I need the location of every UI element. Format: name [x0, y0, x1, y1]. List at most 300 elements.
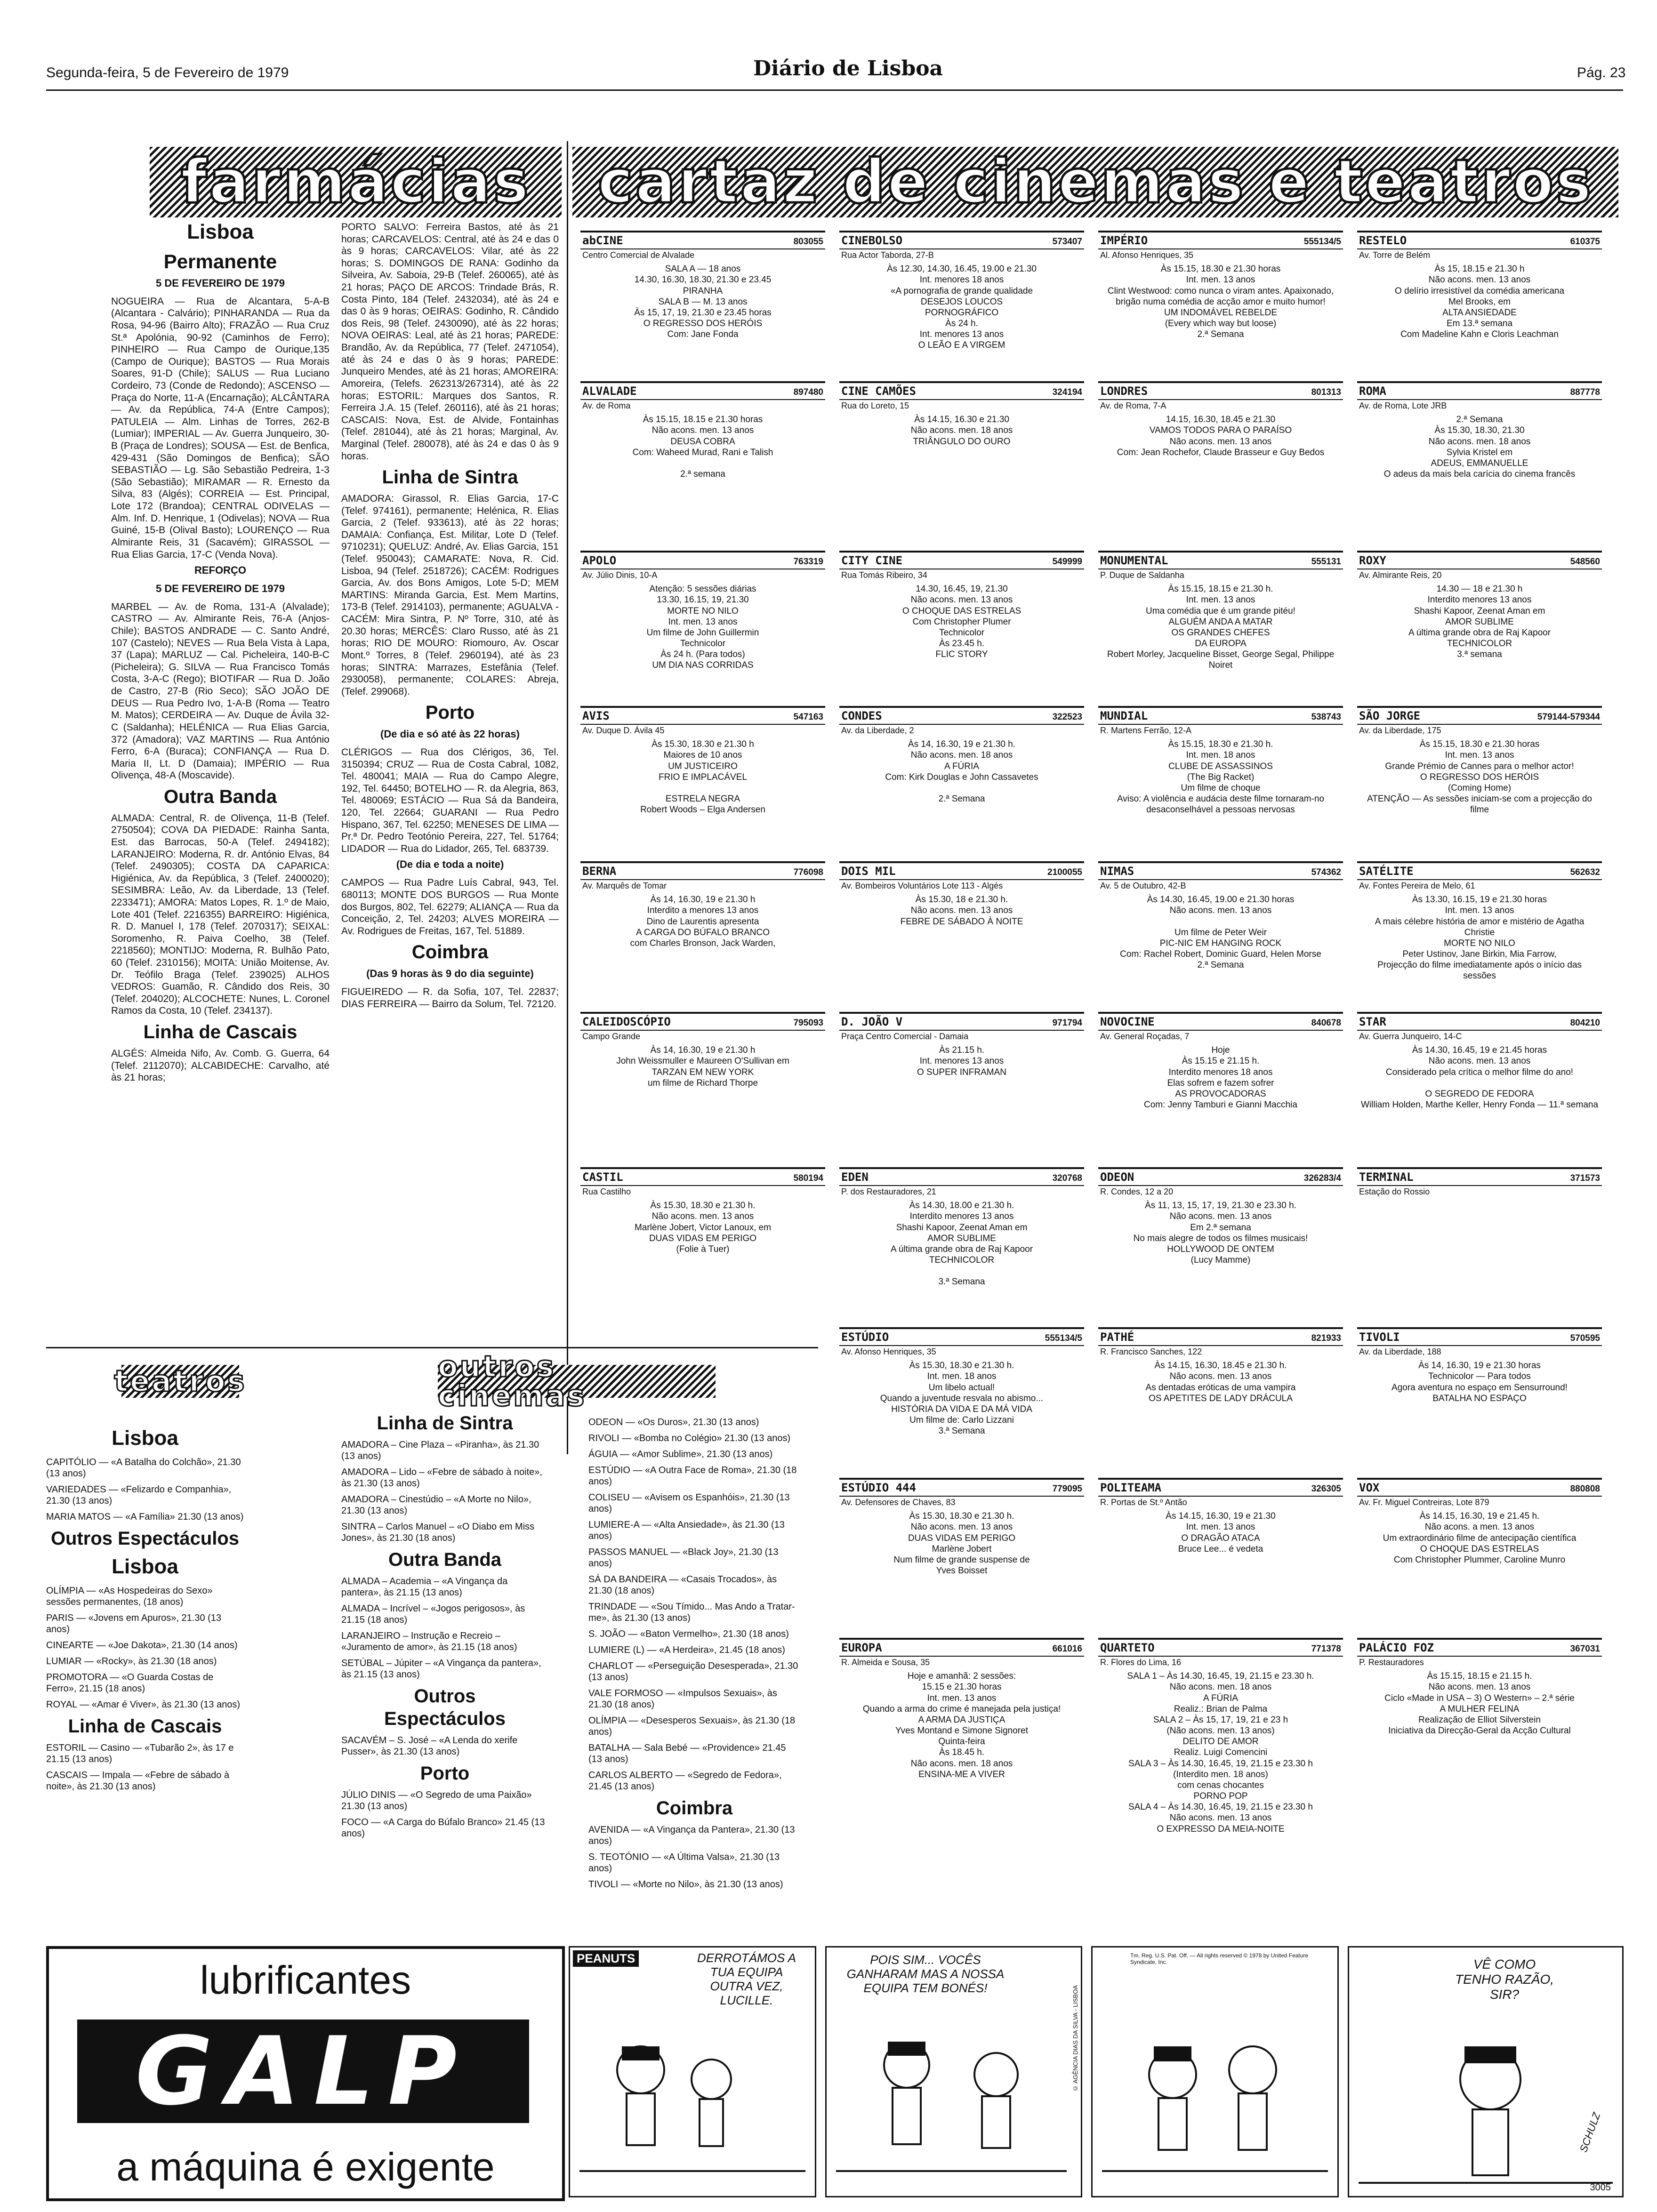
teatros-lisboa: Lisboa — [112, 1427, 178, 1450]
cinema-header — [580, 863, 825, 880]
cinema-listing — [839, 1478, 1084, 1635]
cinema-listing — [1357, 1012, 1602, 1164]
cinema-listing — [1098, 706, 1343, 858]
cinema-program: Às 15.30, 18.30 e 21.30 h Maiores de 10 anos UM JUSTICEIRO FRIO E IMPLACÁVEL ESTRELA NEGRA Robert Woods – Elga Andersen — [640, 739, 765, 815]
cinema-address: Av. da Liberdade, 175 — [1359, 726, 1441, 736]
espectaculo-item: CINEARTE — «Joe Dakota», 21.30 (14 anos) — [46, 1640, 238, 1651]
cinema-address: Av. Bombeiros Voluntários Lote 113 - Algés — [841, 881, 1003, 891]
cinema-address: Av. Marquês de Tomar — [582, 881, 667, 891]
cinema-item: VALE FORMOSO — «Impulsos Sexuais», às 21.30 (18 anos) — [588, 1688, 777, 1710]
cinema-phone: 322523 — [1052, 712, 1082, 722]
banner-teatros — [114, 1364, 247, 1398]
banner-cartaz-text: cartaz de cinemas e teatros — [597, 147, 1593, 217]
cinema-header — [839, 383, 1084, 400]
porto-sub-2: (De dia e toda a noite) — [396, 858, 504, 871]
cinema-listing — [1098, 231, 1343, 378]
espectaculo-item: PARIS — «Jovens em Apuros», 21.30 (13 anos) — [46, 1612, 222, 1635]
cinema-header — [839, 232, 1084, 249]
sintra-list: AMADORA: Girassol, R. Elias Garcia, 17-C (Telef. 974161), permanente; Helénica, R. Elias Garcia, 2 (Telef. 933613), até às 22 horas; DAMAIA: Confiança, Est. Militar, Lote D (Telef. 9710231); QUELUZ: André, Av. Elias Garcia, 151 (Telef. 950043); CAMARATE: Nova, R. Cid. Lisboa, 94 (Telef. 2518726); CACÉM: Rodrigues Garcia, Av. dos Bons Amigos, Lote 5-D; MEM MARTINS: Miranda Garcia, Est. Mem Martins, 173-B (Telef. 2914103), permanente; AGUALVA - CACÉM: Mira Sintra, P. Nº Torre, 310, até às 20.30 horas; MERCÊS: Claro Russo, até às 21 horas; RIO DE MOURO: Riomouro, Av. Oscar Mont.º Torres, 8 (Telef. 2960194), até às 23 horas; SINTRA: Marrazes, Estefânia (Telef. 2930058), permanente; COLARES: Abreja, (Telef. 299068). — [341, 493, 559, 697]
oc-outra-banda: Outra Banda — [388, 1549, 502, 1570]
banner-farmacias-text: farmácias — [180, 147, 531, 217]
cinema-listing — [580, 1012, 825, 1164]
cinema-name: NIMAS — [1100, 865, 1134, 878]
cinema-program: Às 21.15 h. Int. menores 13 anos O SUPER INFRAMAN — [917, 1045, 1007, 1077]
cinema-listing — [1098, 1638, 1343, 1834]
cinema-header — [839, 863, 1084, 880]
cinema-item: RIVOLI — «Bomba no Colégio» 21.30 (13 anos) — [588, 1433, 791, 1443]
column-divider — [567, 141, 568, 1454]
cinema-item: CHARLOT — «Perseguição Desesperada», 21.30 (13 anos) — [588, 1661, 798, 1683]
cinema-program: Às 14, 16.30, 19 e 21.30 horas Technicolor — Para todos Agora aventura no espaço em Sensurround! BATALHA NO ESPAÇO — [1392, 1361, 1568, 1403]
cinema-program: Às 15, 18.15 e 21.30 h Não acons. men. 13 anos O delírio irresistível da comédia americana Mel Brooks, em ALTA ANSIEDADE Em 13.ª semana Com Madeline Kahn e Cloris Leachman — [1394, 264, 1565, 340]
cinema-listing — [580, 231, 825, 378]
cinema-listing — [580, 1167, 825, 1324]
espectaculo-item: PROMOTORA — «O Guarda Costas de Ferro», 21.15 (18 anos) — [46, 1672, 214, 1694]
cinema-program: Às 15.15, 18.15 e 21.30 h. Int. men. 13 anos Uma comédia que é um grande pitéu! ALGUÉM ANDA A MATAR OS GRANDES CHEFES DA EUROPA Robert Morley, Jacqueline Bisset, George Segal, Philippe Noiret — [1107, 584, 1335, 671]
cinema-item: PASSOS MANUEL — «Black Joy», 21.30 (13 anos) — [588, 1547, 779, 1569]
oc-outra-banda-list — [341, 1576, 548, 1680]
cinema-program: Às 15.30, 18.30 e 21.30 h. Não acons. men. 13 anos DUAS VIDAS EM PERIGO Marlène Jobert Num filme de grande suspense de Yves Boisset — [893, 1511, 1030, 1576]
comic-panel-3 — [1091, 1946, 1339, 2197]
reforco-date: 5 DE FEVEREIRO DE 1979 — [156, 582, 285, 594]
espectaculo-item: CASCAIS — Impala — «Febre de sábado à noite», às 21.30 (13 anos) — [46, 1770, 230, 1792]
cinema-item: AMADORA – Cinestúdio – «A Morte no Nilo», 21.30 (13 anos) — [341, 1494, 531, 1516]
teatros-list — [46, 1457, 244, 1523]
coimbra-title: Coimbra — [411, 942, 489, 963]
cinema-program: Às 14.15, 16.30, 19 e 21.30 Int. men. 13 anos O DRAGÃO ATACA Bruce Lee... é vedeta — [1166, 1511, 1276, 1554]
cinema-header — [1357, 1014, 1602, 1031]
oc-sintra-list — [341, 1439, 548, 1544]
cinema-address: Av. General Roçadas, 7 — [1100, 1032, 1190, 1042]
cinema-name: MONUMENTAL — [1100, 554, 1168, 567]
oc-espectaculos: Espectáculos — [384, 1708, 506, 1729]
cinema-header — [1098, 1169, 1343, 1186]
teatro-item: CAPITÓLIO — «A Batalha do Colchão», 21.30 (13 anos) — [46, 1457, 241, 1479]
cinema-program: SALA 1 – Às 14.30, 16.45, 19, 21.15 e 23.30 h. Não acons. men. 18 anos A FÚRIA Realiz.: Brian de Palma SALA 2 – Às 15, 17, 19, 21 e 23 h (Não acons. men. 13 anos) DELITO DE AMOR Realiz. Luigi Comencini SALA 3 – Às 14.30, 16.45, 19, 21.15 e 23.30 h (Interdito men. 18 anos) com cenas chocantes PORNO POP SALA 4 – Às 14.30, 16.45, 19, 21.15 e 23.30 h Não acons. men. 13 anos O EXPRESSO DA MEIA-NOITE — [1127, 1671, 1314, 1834]
cinema-item: ÁGUIA — «Amor Sublime», 21.30 (13 anos) — [588, 1449, 773, 1459]
cinema-header — [580, 1014, 825, 1031]
comic-art-1 — [570, 1948, 815, 2196]
masthead: Diário de Lisboa — [753, 56, 943, 80]
cinema-address: Rua Tomás Ribeiro, 34 — [841, 570, 927, 580]
cinema-listing — [580, 861, 825, 1009]
galp-logo — [77, 2016, 529, 2126]
cinema-item: ESTÚDIO — «A Outra Face de Roma», 21.30 (18 anos) — [588, 1465, 797, 1487]
farmacias-city: Lisboa — [187, 220, 254, 243]
cinema-item: ODEON — «Os Duros», 21.30 (13 anos) — [588, 1417, 759, 1427]
cinema-header — [580, 1169, 825, 1186]
cinema-header — [1357, 1329, 1602, 1346]
cinema-name: ROMA — [1359, 385, 1386, 398]
cinema-listing — [580, 551, 825, 703]
espectaculo-item: ROYAL — «Amar é Viver», às 21.30 (13 anos) — [46, 1699, 241, 1710]
banner-teatros-text: teatros — [114, 1364, 247, 1398]
cinema-name: MUNDIAL — [1100, 709, 1148, 722]
cinema-phone: 326305 — [1311, 1484, 1341, 1494]
cinema-address: Campo Grande — [582, 1032, 641, 1042]
cinema-phone: 661016 — [1052, 1644, 1082, 1654]
cinema-program: Às 15.15, 18.15 e 21.30 horas Não acons. men. 13 anos DEUSA COBRA Com: Waheed Murad, Rani e Talish 2.ª semana — [632, 415, 773, 480]
galp-ad-top: lubrificantes — [200, 1958, 411, 2002]
cinema-phone: 548560 — [1570, 557, 1600, 567]
cinema-name: CONDES — [841, 709, 882, 722]
cinema-address: Rua Actor Taborda, 27-B — [841, 250, 934, 260]
porto-sub: (De dia e só até às 22 horas) — [380, 728, 520, 740]
cinema-phone: 804210 — [1570, 1018, 1600, 1028]
copyright: Tm. Reg. U.S. Pat. Off. — All rights reserved © 1978 by United Feature Syndicate, Inc. — [1130, 1952, 1309, 1965]
cinema-header — [1098, 1329, 1343, 1346]
cinema-item: COLISEU — «Avisem os Espanhóis», 21.30 (13 anos) — [588, 1492, 790, 1514]
cinema-name: LONDRES — [1100, 385, 1148, 398]
cinema-address: Av. Defensores de Chaves, 83 — [841, 1498, 956, 1507]
speech-2: POIS SIM... VOCÊS GANHARAM MAS A NOSSA EQUIPA TEM BONÉS! — [846, 1953, 1005, 1995]
cinema-header — [580, 383, 825, 400]
outros-cinemas-col-2 — [588, 1417, 800, 1895]
cinema-program: Às 11, 13, 15, 17, 19, 21.30 e 23.30 h. Não acons. men. 13 anos Em 2.ª semana No mais alegre de todos os filmes musicais! HOLLYWOOD DE ONTEM (Lucy Mamme) — [1133, 1201, 1308, 1266]
cinema-phone: 763319 — [793, 557, 823, 567]
cinema-name: VOX — [1359, 1481, 1380, 1494]
cascais-espectaculos-list — [46, 1742, 244, 1792]
reforco-title: REFORÇO — [194, 564, 246, 577]
cinema-name: ROXY — [1359, 554, 1386, 567]
speech-1: DERROTÁMOS A TUA EQUIPA OUTRA VEZ, LUCILLE. — [697, 1951, 796, 2007]
cinema-header — [839, 1329, 1084, 1346]
cinema-name: ALVALADE — [582, 385, 637, 398]
farmacias-permanente: Permanente — [163, 250, 277, 272]
cinema-address: Av. 5 de Outubro, 42-B — [1100, 881, 1186, 891]
cinema-item: ALMADA – Academia – «A Vingança da pantera», às 21.15 (13 anos) — [341, 1576, 508, 1598]
galp-ad — [46, 1946, 565, 2201]
cinema-phone: 880808 — [1570, 1484, 1600, 1494]
cinema-address: R. Almeida e Sousa, 35 — [841, 1658, 930, 1667]
cinema-address: Av. Afonso Henriques, 35 — [841, 1347, 936, 1357]
lower-rule — [46, 1347, 818, 1348]
cinema-name: RESTELO — [1359, 234, 1407, 247]
farmacias-cont: PORTO SALVO: Ferreira Bastos, até às 21 horas; CARCAVELOS: Central, até às 24 e das 0 às 9 horas; CARCAVELOS: Vilar, até às 22 horas; S. DOMINGOS DE RANA: Godinho da Silveira, Av. Saboia, 29-B (Telef. 260065), até às 21 horas; PAÇO DE ARCOS: Trindade Brás, R. Costa Pinto, 184 (Telef. 2432034), até às 24 e das 0 às 9 horas; OEIRAS: Godinho, R. Cândido dos Reis, 98 (Telef. 2430090), até às 22 horas; NOVA OEIRAS: Leal, até às 21 horas; PAREDE: Brandão, Av. da República, 77 (Telef. 2471054), até às 24 e das 0 às 9 horas; PAREDE: Junqueiro Mendes, até às 21 horas; AMOREIRA: Amoreira, (Telefs. 262313/267314), até às 22 horas; ESTORIL: Marques dos Santos, R. Ferreira J.A. 15 (Telef. 260116), até às 21 horas; CASCAIS: Nova, Est. de Alvide, Fontainhas (Telef. 281044), até às 21 horas; Marginal, Av. Marginal (Telef. 280078), até às 24 e das 0 às 9 horas. — [341, 222, 559, 462]
outros-cinemas-col-1 — [341, 1407, 548, 1844]
cinema-listing — [1098, 1167, 1343, 1324]
cinema-listing — [839, 706, 1084, 858]
cinema-header — [839, 1640, 1084, 1657]
comic-title: PEANUTS — [573, 1950, 639, 1967]
cinema-name: AVIS — [582, 709, 610, 722]
comic-art-2 — [827, 1948, 1081, 2196]
cinema-program: Às 15.30, 18 e 21.30 h. Não acons. men. 13 anos FEBRE DE SÁBADO À NOITE — [900, 895, 1023, 927]
cinema-address: P. Duque de Saldanha — [1100, 570, 1184, 580]
porto-title: Porto — [425, 702, 475, 723]
cinema-program: 2.ª Semana Às 15.30, 18.30, 21.30 Não acons. men. 18 anos Sylvia Kristel em ADEUS, EMMANUELLE O adeus da mais bela carícia do cinema francês — [1384, 415, 1576, 480]
farmacias-col-2 — [341, 221, 559, 1014]
reforco-list: MARBEL — Av. de Roma, 131-A (Alvalade); CASTRO — Av. Almirante Reis, 76-A (Anjos-Chile); BASTOS ANDRADE — C. Santo André, 107 (Castelo); NEVES — Rua Bela Vista à Lapa, 37 (Lapa); MARLUZ — Cal. Picheleira, 140-B-C (Picheleira); G. SILVA — Rua Francisco Tomás Costa, 3-A-C (Rego); BIOTIFAR — Rua D. João de Castro, 27-B (Rio Seco); SÃO JOÃO DE DEUS — Rua Pedro Ivo, 1-A-B (Roma — Teatro M. Matos); CERDEIRA — Av. Duque de Ávila 32-C (Saldanha); HELÉNICA — Rua Elias Garcia, 372 (Amadora); VAZ MARTINS — Rua António Ferro, 6-A (Buraca); CONFIANÇA — Rua D. Maria II, Lt. D (Damaia); IMPÉRIO — Rua Olivença, 48-A (Moscavide). — [111, 601, 330, 781]
cinema-phone: 371573 — [1570, 1173, 1600, 1183]
cinema-item: SACAVÉM – S. José – «A Lenda do xerife Pusser», às 21.30 (13 anos) — [341, 1735, 518, 1757]
cinema-address: R. Flores do Lima, 16 — [1100, 1658, 1182, 1667]
cinema-phone: 555134/5 — [1303, 237, 1341, 247]
cinema-name: CINE CAMÕES — [841, 385, 916, 398]
cinema-name: CINEBOLSO — [841, 234, 903, 247]
cinema-phone: 555134/5 — [1045, 1333, 1082, 1343]
cinema-name: APOLO — [582, 554, 617, 567]
cinema-header — [1357, 863, 1602, 880]
cinema-program: Às 15.15, 18.30 e 21.30 horas Int. men. 13 anos Grande Prémio de Cannes para o melhor actor! O REGRESSO DOS HERÓIS (Coming Home) ATENÇÃO — As sessões iniciam-se com a projecção do filme — [1367, 739, 1592, 815]
cinema-item: LUMIERE-A — «Alta Ansiedade», às 21.30 (13 anos) — [588, 1520, 785, 1541]
cinema-listing — [839, 861, 1084, 1009]
cinema-program: Às 14.15, 16.30, 19 e 21.45 h. Não acons. a men. 13 anos Um extraordinário filme de antecipação científica O CHOQUE DAS ESTRELAS Com Christopher Plummer, Caroline Munro — [1383, 1511, 1577, 1565]
cinema-phone: 2100055 — [1047, 867, 1082, 877]
oc-porto-cinemas-list — [588, 1417, 800, 1792]
cinema-phone: 803055 — [793, 237, 823, 247]
espectaculos-list — [46, 1585, 244, 1710]
cinema-name: CASTIL — [582, 1170, 623, 1184]
cinema-program: Às 13.30, 16.15, 19 e 21.30 horas Int. men. 13 anos A mais célebre história de amor e mistério de Agatha Christie MORTE NO NILO Peter Ustinov, Jane Birkin, Mia Farrow, Projecção do filme imediatamente após o início das sessões — [1375, 895, 1585, 981]
cinema-program: Às 14.15, 16.30 e 21.30 Não acons. men. 18 anos TRIÂNGULO DO OURO — [910, 415, 1013, 447]
cinema-listing — [839, 551, 1084, 703]
cinema-listing — [1357, 231, 1602, 378]
comic-art-3 — [1093, 1948, 1337, 2196]
cinema-program: Às 14, 16.30, 19 e 21.30 h John Weissmuller e Maureen O'Sullivan em TARZAN EM NEW YORK um filme de Richard Thorpe — [616, 1045, 789, 1088]
farmacias-col-1 — [111, 216, 330, 1088]
cinema-address: Av. Guerra Junqueiro, 14-C — [1359, 1032, 1462, 1042]
cinema-address: Av. de Roma, 7-A — [1100, 401, 1166, 411]
cinema-item: SINTRA – Carlos Manuel – «O Diabo em Miss Jones», às 21.30 (18 anos) — [341, 1522, 535, 1543]
cinema-phone: 555131 — [1311, 557, 1341, 567]
cinema-item: FOCO — «A Carga do Búfalo Branco» 21.45 (13 anos) — [341, 1817, 545, 1839]
cinema-header — [839, 708, 1084, 725]
cinema-header — [1098, 1640, 1343, 1657]
cinema-phone: 821933 — [1311, 1333, 1341, 1343]
cinema-listing — [1098, 381, 1343, 548]
cinema-phone: 779095 — [1052, 1484, 1082, 1494]
cinema-item: TIVOLI — «Morte no Nilo», às 21.30 (13 anos) — [588, 1879, 783, 1890]
cinema-program: Às 15.30, 18.30 e 21.30 h. Não acons. men. 13 anos Marlène Jobert, Victor Lanoux, em DUAS VIDAS EM PERIGO (Folie à Tuer) — [634, 1201, 772, 1254]
cinema-header — [1098, 1014, 1343, 1031]
cinema-header — [839, 1480, 1084, 1497]
cinema-program: Hoje Às 15.15 e 21.15 h. Interdito menores 18 anos Elas sofrem e fazem sofrer AS PROVOCADORAS Com: Jenny Tamburi e Gianni Macchia — [1144, 1045, 1297, 1110]
coimbra-list: FIGUEIREDO — R. da Sofia, 107, Tel. 22837; DIAS FERREIRA — Bairro da Solum, Tel. 72120. — [341, 986, 559, 1010]
cinema-address: Av. Fr. Miguel Contreiras, Lote 879 — [1359, 1498, 1489, 1507]
cinema-item: OLÍMPIA — «Desesperos Sexuais», às 21.30 (18 anos) — [588, 1715, 796, 1737]
page-number: Pág. 23 — [1577, 65, 1626, 80]
cinema-listing — [1098, 551, 1343, 703]
cinema-address: Av. da Liberdade, 2 — [841, 726, 914, 736]
cinema-header — [1357, 232, 1602, 249]
cinema-phone: 538743 — [1311, 712, 1341, 722]
cinema-name: SÃO JORGE — [1359, 709, 1421, 722]
farmacias-list: NOGUEIRA — Rua de Alcantara, 5-A-B (Alcantara - Calvário); PINHARANDA — Rua da Rosa, 94-96 (Bairro Alto); FRAZÃO — Rua Cruz St.ª Apolónia, 90-92 (Caminhos de Ferro); PINHEIRO — Rua Campo de Ourique,135 (Campo de Ourique); BASTOS — Rua Morais Soares, 91-D (Chile); SALUS — Rua Luciano Cordeiro, 73 (Conde de Redondo); ASCENSO — Praça do Norte, 11-A (Encarnação); ALCÂNTARA — Av. da República, 74-A (Entre Campos); PATULEIA — Alm. Linhas de Torres, 262-B (Lumiar); IMPERIAL — Av. Guerra Junqueiro, 30-B (Praça de Londres); SOUSA — Est. de Benfica, 429-431 (São Domingos de Benfica); SÃO SEBASTIÃO — Lg. São Sebastião Pedreira, 1-3 (São Sebastião); MIRAMAR — R. Ernesto da Silva, 83 (Algés); CORREIA — Est. Principal, Lote 172 (Brandoa); CENTRAL ODIVELAS — Alm. Inf. D. Henrique, 1 (Odivelas); NOVA — Rua Guiné, 15-B (Olival Basto); LOURENÇO — Rua Almirante Reis, 31 (Sacavém); GIRASSOL — Rua Elias Garcia, 17-C (Venda Nova). — [111, 296, 330, 560]
cinema-address: Centro Comercial de Alvalade — [582, 250, 695, 260]
banner-outros-cinemas-text: outros cinemas — [438, 1349, 587, 1413]
cinema-listing — [1098, 861, 1343, 1009]
cinema-name: ESTÚDIO — [841, 1330, 889, 1344]
cinema-header — [1098, 1480, 1343, 1497]
cinema-phone: 887778 — [1570, 387, 1600, 397]
cinema-address: Av. Fontes Pereira de Melo, 61 — [1359, 881, 1475, 891]
cinema-program: Hoje e amanhã: 2 sessões: 15.15 e 21.30 horas Int. men. 13 anos Quando a arma do crime é manejada pela justiça! A ARMA DA JUSTIÇA Yves Montand e Simone Signoret Quinta-feira Às 18.45 h. Não acons. men. 18 anos ENSINA-ME A VIVER — [862, 1671, 1061, 1779]
cinema-listing — [580, 706, 825, 858]
cinema-phone: 776098 — [793, 867, 823, 877]
cinema-address: Al. Afonso Henriques, 35 — [1100, 250, 1194, 260]
cinema-address: R. Portas de St.º Antão — [1100, 1498, 1187, 1507]
cinema-address: Av. Júlio Dinis, 10-A — [582, 570, 658, 580]
cinema-header — [1357, 1169, 1602, 1186]
cinema-item: S. JOÃO — «Baton Vermelho», 21.30 (18 anos) — [588, 1629, 789, 1639]
cinema-phone: 580194 — [793, 1173, 823, 1183]
cinema-name: BERNA — [582, 865, 617, 878]
speech-3: VÊ COMO TENHO RAZÃO, SIR? — [1455, 1957, 1554, 2002]
cinema-name: POLITEAMA — [1100, 1481, 1162, 1494]
cinema-listing — [839, 1167, 1084, 1324]
teatros-lisboa-2: Lisboa — [112, 1555, 178, 1578]
espectaculo-item: ESTORIL — Casino — «Tubarão 2», às 17 e 21.15 (13 anos) — [46, 1742, 234, 1764]
cinema-name: QUARTETO — [1100, 1641, 1155, 1654]
cinema-item: SETÚBAL – Júpiter – «A Vingança da pantera», às 21.15 (13 anos) — [341, 1658, 541, 1680]
porto-list: CLÉRIGOS — Rua dos Clérigos, 36, Tel. 3150394; CRUZ — Rua de Costa Cabral, 1082, Tel. 480041; MAIA — Rua do Campo Alegre, 192, Tel. 64450; BOTELHO — R. da Alegria, 863, Tel. 480069; ESTÁCIO — Rua Sá da Bandeira, 120, Tel. 22664; GUARANI — Rua Pedro Hispano, 367, Tel. 62250; MENESES DE LIMA — Pr.ª Dr. Pedro Teotónio Pereira, 227, Tel. 51764; LIDADOR — Rua do Lidador, 265, Tel. 683739. — [341, 746, 559, 854]
cinema-program: Às 15.30, 18.30 e 21.30 h. Int. men. 18 anos Um libelo actual! Quando a juventude resvala no abismo... HISTÓRIA DA VIDA E DA MÁ VIDA Um filme de: Carlo Lizzani 3.ª Semana — [880, 1361, 1044, 1436]
oc-outros: Outros — [414, 1686, 476, 1707]
cinema-address: R. Martens Ferrão, 12-A — [1100, 726, 1192, 736]
cinema-item: SÁ DA BANDEIRA — «Casais Trocados», às 21.30 (18 anos) — [588, 1574, 777, 1596]
comic-panel-4 — [1348, 1946, 1624, 2197]
cinema-phone: 549999 — [1052, 557, 1082, 567]
cinema-address: Rua Castilho — [582, 1187, 631, 1197]
cinema-item: LUMIERE (L) — «A Herdeira», 21.45 (18 anos) — [588, 1645, 785, 1655]
cinema-phone: 610375 — [1570, 237, 1600, 247]
cinema-program: Às 15.15, 18.30 e 21.30 horas Int. men. 13 anos Clint Westwood: como nunca o viram antes. Apaixonado, brigão numa comédia de acção amor e muito humor! UM INDOMÁVEL REBELDE (Every which way but loose) 2.ª Semana — [1107, 264, 1334, 340]
galp-logo-text: GALP — [135, 2016, 471, 2126]
coimbra-sub: (Das 9 horas às 9 do dia seguinte) — [366, 968, 534, 980]
oc-porto: Porto — [420, 1763, 470, 1784]
comic-panel-2 — [825, 1946, 1082, 2197]
cinema-address: Rua do Loreto, 15 — [841, 401, 909, 411]
outra-banda-title: Outra Banda — [163, 786, 277, 807]
header-rule — [46, 89, 1623, 91]
espectaculo-item: OLÍMPIA — «As Hospedeiras do Sexo» sessões permanentes, (18 anos) — [46, 1585, 213, 1607]
cinema-listing — [1357, 1638, 1602, 1790]
cinema-header — [1357, 708, 1602, 725]
cinema-item: CARLOS ALBERTO — «Segredo de Fedora», 21.45 (13 anos) — [588, 1770, 782, 1792]
galp-ad-bottom: a máquina é exigente — [116, 2145, 495, 2189]
espectaculo-item: LUMIAR — «Rocky», às 21.30 (18 anos) — [46, 1656, 217, 1667]
cinema-item: AMADORA – Cine Plaza – «Piranha», às 21.30 (13 anos) — [341, 1440, 539, 1461]
cinema-name: TIVOLI — [1359, 1330, 1400, 1344]
cinema-name: PATHÉ — [1100, 1330, 1134, 1344]
cinema-address: Av. Almirante Reis, 20 — [1359, 570, 1442, 580]
cinema-name: IMPÉRIO — [1100, 234, 1148, 247]
cinema-listing — [1357, 1478, 1602, 1635]
cinema-phone: 573407 — [1052, 237, 1082, 247]
oc-sintra: Linha de Sintra — [377, 1413, 513, 1434]
outra-banda-list: ALMADA: Central, R. de Olivença, 11-B (Telef. 2750504); COVA DA PIEDADE: Rainha Santa, Est. das Barrocas, 50-A (Telef. 2494182); LARANJEIRO: Moderna, R. dr. António Elvas, 84 (Telef. 2490305); COSTA DA CAPARICA: Higiénica, Av. da República, 3 (Telef. 2400020); SESIMBRA: Leão, Av. da Liberdade, 13 (Telef. 2233471); AMORA: Matos Lopes, R. 1.º de Maio, Lote 401 (Telef. 2216355) BARREIRO: Higiénica, R. D. Manuel I, 178 (Telef. 2070317); SEIXAL: Soromenho, R. Paiva Coelho, 38 (Telef. 2218560); MONTIJO: Moderna, R. Bulhão Pato, 60 (Telef. 2310156); MOITA: União Moitense, Av. Dr. Teófilo Braga (Telef. 239025) ALHOS VEDROS: Guamão, R. Cândido dos Reis, 30 (Telef. 204020); ALCOCHETE: Nunes, L. Coronel Ramos da Costa, 10 (Telef. 234137). — [111, 812, 330, 1017]
cinema-program: 14.30, 16.45, 19, 21.30 Não acons. men. 13 anos O CHOQUE DAS ESTRELAS Com Christopher Plumer Technicolor Às 23.45 h. FLIC STORY — [902, 584, 1022, 660]
cinema-program: Às 14, 16.30, 19 e 21.30 h Interdito a menores 13 anos Dino de Laurentis apresenta A CARGA DO BÚFALO BRANCO com Charles Bronson, Jack Warden, — [630, 895, 776, 948]
cinema-program: Atenção: 5 sessões diárias 13.30, 16.15, 19, 21.30 MORTE NO NILO Int. men. 13 anos Um filme de John Guillermin Technicolor Às 24 h. (Para todos) UM DIA NAS CORRIDAS — [646, 584, 759, 671]
cinema-header — [1098, 232, 1343, 249]
cinema-program: Às 15.15, 18.30 e 21.30 h. Int. men. 18 anos CLUBE DE ASSASSINOS (The Big Racket) Um filme de choque Aviso: A violência e audácia deste filme tornaram-no desaconselhável a pessoas nervosas — [1117, 739, 1325, 815]
cinema-address: Av. da Liberdade, 188 — [1359, 1347, 1441, 1357]
cinema-header — [1357, 1480, 1602, 1497]
cinema-name: EDEN — [841, 1170, 869, 1184]
cinema-item: ALMADA – Incrível – «Jogos perigosos», às 21.15 (18 anos) — [341, 1603, 525, 1625]
cinema-listing — [1357, 861, 1602, 1009]
cinema-phone: 579144-579344 — [1537, 712, 1600, 722]
cinema-listing — [1098, 1478, 1343, 1635]
cinema-program: Às 14.30, 18.00 e 21.30 h. Interdito menores 13 anos Shashi Kapoor, Zeenat Aman em AMOR SUBLIME A última grande obra de Raj Kapoor TECHNICOLOR 3.ª Semana — [890, 1201, 1033, 1287]
cinema-name: ESTÚDIO 444 — [841, 1481, 916, 1494]
banner-cartaz — [572, 147, 1618, 217]
oc-coimbra-list — [588, 1824, 800, 1890]
cinema-program: Às 14.30, 16.45, 19 e 21.45 horas Não acons. men. 13 anos Considerado pela crítica o melhor filme do ano! O SEGREDO DE FEDORA William Holden, Marthe Keller, Henry Fonda — 11.ª semana — [1360, 1045, 1599, 1110]
cinema-listing — [839, 381, 1084, 548]
cinema-program: Às 12.30, 14.30, 16.45, 19.00 e 21.30 Int. menores 18 anos «A pornografia de grande qualidade DESEJOS LOUCOS PORNOGRÁFICO Às 24 h. Int. menores 13 anos O LEÃO E A VIRGEM — [887, 264, 1037, 351]
teatros-column — [46, 1421, 244, 1797]
cinema-address: Praça Centro Comercial - Damaia — [841, 1032, 969, 1042]
cinema-header — [1357, 553, 1602, 569]
comic-art-4 — [1349, 1948, 1622, 2196]
cinema-header — [1098, 863, 1343, 880]
cinema-name: CITY CINE — [841, 554, 903, 567]
cinema-header — [1098, 553, 1343, 569]
cascais-title: Linha de Cascais — [143, 1022, 298, 1043]
cinema-name: EUROPA — [841, 1641, 882, 1654]
cinema-listing — [839, 231, 1084, 378]
outros-espectaculos: Outros Espectáculos — [50, 1528, 240, 1549]
sintra-title: Linha de Sintra — [382, 467, 518, 488]
cinema-program: Às 15.15, 18.15 e 21.15 h. Não acons. men. 13 anos Ciclo «Made in USA – 3) O Western» – 2.ª série A MULHER FELINA Realização de Elliot Silverstein Iniciativa da Direcção-Geral da Acção Cultural — [1384, 1671, 1575, 1736]
cinema-address: P. dos Restauradores, 21 — [841, 1187, 936, 1197]
comic-number: 3005 — [1590, 2182, 1611, 2193]
cinema-name: DOIS MIL — [841, 865, 896, 878]
cinema-name: NOVOCINE — [1100, 1015, 1155, 1028]
oc-espectaculos-list — [341, 1735, 548, 1757]
cinema-item: S. TEOTÓNIO — «A Última Valsa», 21.30 (13 anos) — [588, 1852, 780, 1874]
cinema-address: Av. de Roma, Lote JRB — [1359, 401, 1447, 411]
teatros-cascais: Linha de Cascais — [68, 1715, 222, 1737]
comic-signature: SCHULZ — [1577, 2111, 1603, 2154]
cinema-address: Av. de Roma — [582, 401, 631, 411]
cinema-listing — [839, 1327, 1084, 1475]
cinema-listing — [1357, 1167, 1602, 1324]
cinema-header — [1357, 383, 1602, 400]
oc-coimbra: Coimbra — [656, 1798, 733, 1819]
cinema-phone: 801313 — [1311, 387, 1341, 397]
cinema-item: TRINDADE — «Sou Tímido... Mas Ando a Tratar-me», às 21.30 (13 anos) — [588, 1602, 795, 1623]
teatro-item: VARIEDADES — «Felizardo e Companhia», 21.30 (13 anos) — [46, 1484, 232, 1506]
oc-porto-list — [341, 1789, 548, 1839]
cinema-phone: 971794 — [1052, 1018, 1082, 1028]
cinema-program: 14.15, 16.30, 18.45 e 21.30 VAMOS TODOS PARA O PARAÍSO Não acons. men. 13 anos Com: Jean Rochefor, Claude Brasseur e Guy Bedos — [1117, 415, 1325, 457]
comic-panel-1 — [569, 1946, 816, 2197]
cinema-phone: 795093 — [793, 1018, 823, 1028]
cinema-header — [839, 1169, 1084, 1186]
cinema-program: 14.30 — 18 e 21.30 h Interdito menores 13 anos Shashi Kapoor, Zeenat Aman em AMOR SUBLIME A última grande obra de Raj Kapoor TECHNICOLOR 3.ª semana — [1408, 584, 1551, 660]
cinema-phone: 326283/4 — [1303, 1173, 1341, 1183]
cinema-name: ODEON — [1100, 1170, 1134, 1184]
cinema-listing — [1357, 1327, 1602, 1475]
cinema-listing — [839, 1638, 1084, 1941]
cinema-address: Av. Duque D. Ávila 45 — [582, 726, 665, 736]
cinema-item: AVENIDA — «A Vingança da Pantera», 21.30 (13 anos) — [588, 1825, 795, 1846]
farmacias-date: 5 DE FEVEREIRO DE 1979 — [156, 277, 285, 289]
cinema-listing — [1098, 1327, 1343, 1475]
cinema-item: JÚLIO DINIS — «O Segredo de uma Paixão» 21.30 (13 anos) — [341, 1790, 532, 1811]
cinema-address: R. Francisco Sanches, 122 — [1100, 1347, 1202, 1357]
cinema-header — [580, 553, 825, 569]
cinema-name: PALÁCIO FOZ — [1359, 1641, 1434, 1654]
cinema-name: STAR — [1359, 1015, 1386, 1028]
cinema-address: R. Condes, 12 a 20 — [1100, 1187, 1174, 1197]
cinema-phone: 574362 — [1311, 867, 1341, 877]
cinema-program: SALA A — 18 anos 14.30, 16.30, 18.30, 21.30 e 23.45 PIRANHA SALA B — M. 13 anos Às 15, 17, 19, 21.30 e 23.45 horas O REGRESSO DOS HERÓIS Com: Jane Fonda — [634, 264, 772, 340]
